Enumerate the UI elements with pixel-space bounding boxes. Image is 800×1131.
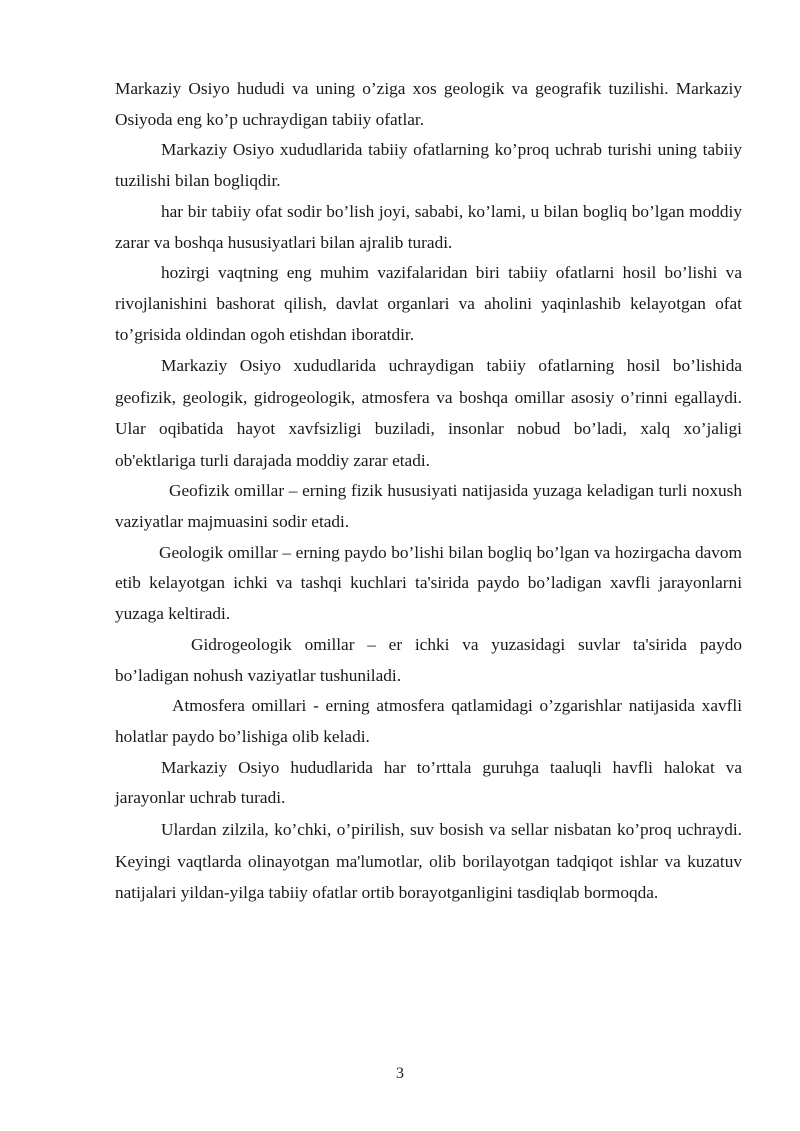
paragraph: Geofizik omillar – erning fizik hususiyati natijasida yuzaga keladigan turli noxush vaziyatlar majmuasini sodir etadi. [115,481,742,532]
paragraph: Markaziy Osiyo hududlarida har to’rttala guruhga taaluqli havfli halokat va jarayonlar uchrab turadi. [115,757,742,808]
paragraph: hozirgi vaqtning eng muhim vazifalaridan biri tabiiy ofatlarni hosil bo’lishi va rivojlanishini bashorat qilish, davlat organlari va aholini yaqinlashib kelayotgan ofat to’grisida oldindan ogoh etishdan iboratdir. [115,263,742,344]
paragraph: Markaziy Osiyo xududlarida tabiiy ofatlarning ko’proq uchrab turishi uning tabiiy tuzilishi bilan bogliqdir. [115,140,742,191]
paragraph: har bir tabiiy ofat sodir bo’lish joyi, sababi, ko’lami, u bilan bogliq bo’lgan moddiy zarar va boshqa hususiyatlari bilan ajralib turadi. [115,201,742,252]
page-number: 3 [396,1065,404,1082]
paragraph: Atmosfera omillari - erning atmosfera qatlamidagi o’zgarishlar natijasida xavfli holatlar paydo bo’lishiga olib keladi. [115,696,742,746]
paragraph: Ulardan zilzila, ko’chki, o’pirilish, suv bosish va sellar nisbatan ko’proq uchraydi. Keyingi vaqtlarda olinayotgan ma'lumotlar, olib borilayotgan tadqiqot ishlar va kuzatuv natijalari yildan-yilga tabiiy ofatlar ortib borayotganligini tasdiqlab bormoqda. [115,820,742,903]
paragraph: Gidrogeologik omillar – er ichki va yuzasidagi suvlar ta'sirida paydo bo’ladigan nohush vaziyatlar tushuniladi. [115,634,742,685]
body-text [115,74,742,909]
paragraph-heading: Markaziy Osiyo hududi va uning o’ziga xos geologik va geografik tuzilishi. Markaziy Osiyoda eng ko’p uchraydigan tabiiy ofatlar. [115,79,742,129]
paragraph: Geologik omillar – erning paydo bo’lishi bilan bogliq bo’lgan va hozirgacha davom etib kelayotgan ichki va tashqi kuchlari ta'sirida paydo bo’ladigan xavfli jarayonlarni yuzaga keltiradi. [115,542,742,624]
paragraph: Markaziy Osiyo xududlarida uchraydigan tabiiy ofatlarning hosil bo’lishida geofizik, geologik, gidrogeologik, atmosfera va boshqa omillar asosiy o’rinni egallaydi. Ular oqibatida hayot xavfsizligi buziladi, insonlar nobud bo’ladi, xalq xo’jaligi ob'ektlariga turli darajada moddiy zarar etadi. [115,356,742,470]
